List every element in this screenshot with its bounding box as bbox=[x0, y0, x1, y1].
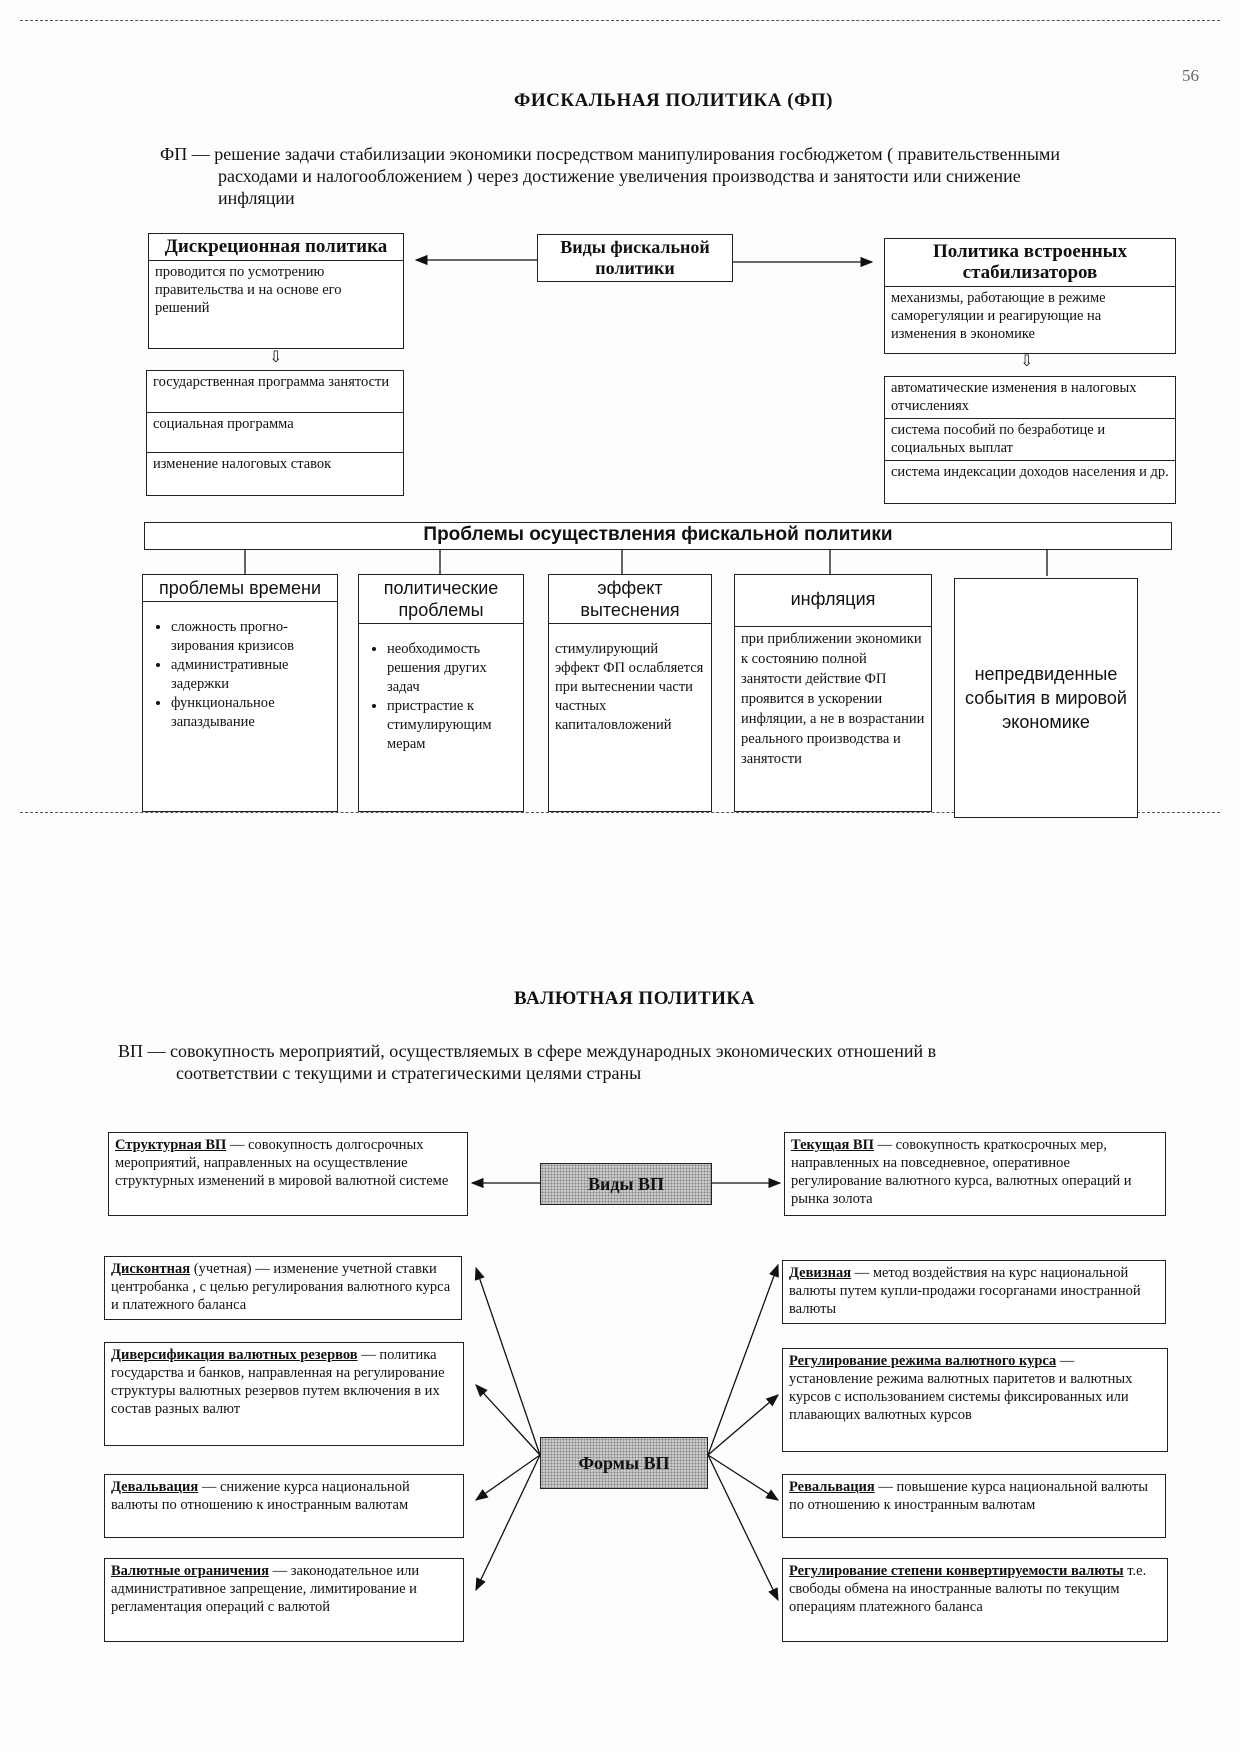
currency-forms-box: Формы ВП bbox=[540, 1437, 708, 1489]
discretionary-item: государственная программа занятости bbox=[147, 371, 403, 413]
form-text: т.е. свободы обмена на иностранные валюты по текущим операциям платежного баланса bbox=[789, 1563, 1147, 1615]
fiscal-definition bbox=[160, 143, 1220, 209]
problem-time-item: • сложность прогно-зирования кризисов bbox=[171, 618, 331, 656]
form-text: — повышение курса национальной валюты по отношению к иностранным валютам bbox=[789, 1479, 1148, 1513]
problem-time-title: проблемы времени bbox=[143, 575, 337, 602]
form-text: — политика государства и банков, направленная на регулирование структуры валютных резервов путем включения в их состав разных валют bbox=[111, 1347, 445, 1417]
discretionary-box bbox=[148, 233, 404, 349]
down-arrow-icon: ⇩ bbox=[1020, 353, 1034, 370]
discretionary-title: Дискреционная политика bbox=[149, 234, 403, 261]
currency-definition-line1: ВП — совокупность мероприятий, осуществляемых в сфере международных экономических отношений в bbox=[118, 1041, 937, 1061]
problem-political-title: политические проблемы bbox=[359, 575, 523, 624]
problem-time-item: • функциональное запаздывание bbox=[171, 694, 331, 732]
fiscal-definition-line2: расходами и налогообложением ) через достижение увеличения производства и занятости или снижение bbox=[218, 166, 1021, 186]
builtin-description: механизмы, работающие в режиме саморегуляции и реагирующие на изменения в экономике bbox=[891, 290, 1106, 342]
builtin-box bbox=[884, 238, 1176, 354]
form-term: Регулирование режима валютного курса bbox=[789, 1353, 1057, 1369]
structural-policy-box bbox=[108, 1132, 468, 1216]
discretionary-item: социальная программа bbox=[147, 413, 403, 453]
structural-policy-term: Структурная ВП bbox=[115, 1137, 227, 1153]
current-policy-box bbox=[784, 1132, 1166, 1216]
discretionary-items bbox=[146, 370, 404, 496]
down-arrow-icon: ⇩ bbox=[269, 349, 283, 366]
fiscal-definition-line3: инфляции bbox=[218, 188, 295, 208]
form-devaluation bbox=[104, 1474, 464, 1538]
problem-inflation-title: инфляция bbox=[735, 575, 931, 627]
form-term: Девальвация bbox=[111, 1479, 199, 1495]
form-foreign-exchange bbox=[782, 1260, 1166, 1324]
currency-types-box: Виды ВП bbox=[540, 1163, 712, 1205]
problem-crowding-title: эффект вытеснения bbox=[549, 575, 711, 624]
problem-crowding-text: стимулирующий эффект ФП ослабляется при вытеснении части частных капиталовложений bbox=[555, 641, 704, 733]
form-exchange-rate-regime bbox=[782, 1348, 1168, 1452]
form-term: Валютные ограничения bbox=[111, 1563, 269, 1579]
builtin-items bbox=[884, 376, 1176, 504]
problem-political bbox=[358, 574, 524, 812]
builtin-item: система пособий по безработице и социальных выплат bbox=[885, 419, 1175, 461]
form-currency-restrictions bbox=[104, 1558, 464, 1642]
page-number: 56 bbox=[1182, 66, 1199, 85]
form-convertibility bbox=[782, 1558, 1168, 1642]
problem-inflation bbox=[734, 574, 932, 812]
form-revaluation bbox=[782, 1474, 1166, 1538]
currency-definition-line2: соответствии с текущими и стратегическими целями страны bbox=[176, 1063, 642, 1083]
form-term: Девизная bbox=[789, 1265, 852, 1281]
discretionary-item: изменение налоговых ставок bbox=[153, 456, 332, 472]
problem-crowding-out bbox=[548, 574, 712, 812]
problems-title: Проблемы осуществления фискальной политики bbox=[144, 522, 1172, 550]
form-text: — установление режима валютных паритетов и валютных курсов с использованием системы фиксированных или плавающих валютных курсов bbox=[789, 1353, 1133, 1423]
current-policy-text: — совокупность краткосрочных мер, направленных на повседневное, оперативное регулирование валютного курса, валютных операций и рынка золота bbox=[791, 1137, 1132, 1207]
fiscal-types-box bbox=[537, 234, 733, 282]
form-term: Дисконтная bbox=[111, 1261, 191, 1277]
form-text: — законодательное или административное запрещение, лимитирование и регламентация операций с валютой bbox=[111, 1563, 420, 1615]
form-text: — снижение курса национальной валюты по отношению к иностранным валютам bbox=[111, 1479, 410, 1513]
problem-political-item: • необходимость решения других задач bbox=[387, 640, 517, 697]
currency-definition bbox=[118, 1040, 1178, 1084]
form-term: Регулирование степени конвертируемости валюты bbox=[789, 1563, 1124, 1579]
problem-political-item: • пристрастие к стимулирующим мерам bbox=[387, 697, 517, 754]
form-discount bbox=[104, 1256, 462, 1320]
currency-title: ВАЛЮТНАЯ ПОЛИТИКА bbox=[514, 988, 755, 1009]
form-term: Ревальвация bbox=[789, 1479, 875, 1495]
fiscal-title: ФИСКАЛЬНАЯ ПОЛИТИКА (ФП) bbox=[514, 90, 834, 111]
form-text: — метод воздействия на курс национальной валюты путем купли-продажи госорганами иностранной валюты bbox=[789, 1265, 1141, 1317]
builtin-item: автоматические изменения в налоговых отчислениях bbox=[885, 377, 1175, 419]
current-policy-term: Текущая ВП bbox=[791, 1137, 874, 1153]
problem-inflation-text: при приближении экономики к состоянию полной занятости действие ФП проявится в ускорении инфляции, а не в возрастании реального производства и занятости bbox=[741, 631, 925, 767]
form-term: Диверсификация валютных резервов bbox=[111, 1347, 358, 1363]
discretionary-description: проводится по усмотрению правительства и на основе его решений bbox=[155, 264, 342, 316]
builtin-title: Политика встроенных стабилизаторов bbox=[885, 239, 1175, 287]
problem-time-item: • административные задержки bbox=[171, 656, 331, 694]
fiscal-definition-line1: ФП — решение задачи стабилизации экономики посредством манипулирования госбюджетом ( правительственными bbox=[160, 144, 1060, 164]
structural-policy-text: — совокупность долгосрочных мероприятий, направленных на осуществление структурных изменений в мировой валютной системе bbox=[115, 1137, 449, 1189]
builtin-item: система индексации доходов населения и др. bbox=[891, 464, 1169, 480]
fiscal-types-label: Виды фискальной политики bbox=[560, 237, 710, 278]
form-diversification bbox=[104, 1342, 464, 1446]
problem-time bbox=[142, 574, 338, 812]
problem-unforeseen: непредвиденные события в мировой экономике bbox=[954, 578, 1138, 818]
form-text: (учетная) — изменение учетной ставки центробанка , с целью регулирования валютного курса и платежного баланса bbox=[111, 1261, 451, 1313]
